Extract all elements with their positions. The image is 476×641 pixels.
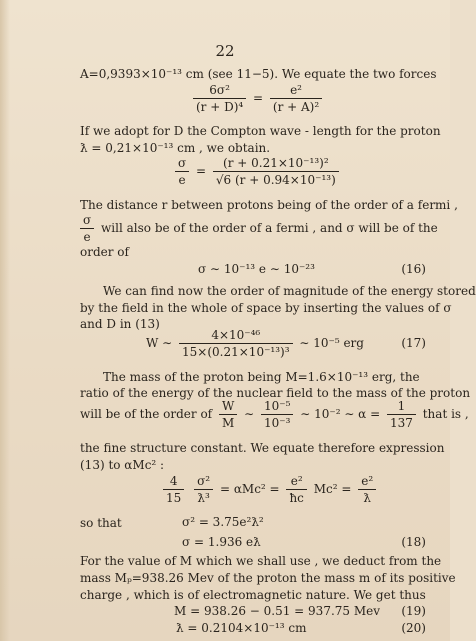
text-line-7: We can find now the order of magnitude of the energy stored: [103, 284, 476, 298]
page-number: 22: [215, 42, 235, 60]
text-line-13: the fine structure constant. We equate therefore expression: [80, 441, 445, 455]
text-line-11: ratio of the energy of the nuclear field to the mass of the proton: [80, 386, 471, 400]
text-line-10: The mass of the proton being M=1.6×10⁻¹³ erg, the: [103, 370, 420, 384]
equation-number-16: (16): [401, 262, 426, 276]
equation-20: ƛ = 0.2104×10⁻¹³ cm: [176, 621, 307, 635]
equation-17: W ∼ $\frac{\text{4×10⁻⁴⁶}}{\text{15×(0.21×10⁻¹³)³}}$ ∼ 10⁻⁵ erg: [146, 328, 364, 359]
equation-sigma-squared: σ² = 3.75e²ƛ²: [182, 515, 264, 529]
text-line-18: charge , which is of electromagnetic nature. We get thus: [80, 588, 426, 602]
equation-19: M = 938.26 − 0.51 = 937.75 Mev: [174, 604, 381, 618]
text-line-6: order of: [80, 245, 129, 259]
text-line-4: The distance r between protons being of the order of a fermi ,: [80, 198, 458, 212]
text-line-14: (13) to αMc² :: [80, 458, 165, 472]
text-line-2: If we adopt for D the Compton wave - length for the proton: [80, 124, 441, 138]
text-line-5-wrap: $\frac{\sigma}{e}$ will also be of the order of a fermi , and σ will be of the: [80, 213, 432, 244]
text-line-8: by the field in the whole of space by inserting the values of σ: [80, 301, 452, 315]
text-line-5: will also be of the order of a fermi , and σ will be of the: [101, 221, 438, 235]
text-line-9: and D in (13): [80, 317, 160, 331]
equation-energy-balance: $\frac{4}{15}$ $\frac{\text{σ²}}{\text{ƛ³}}$ = αMc² = $\frac{\text{e²}}{ħc}$ Mc² = $\frac{\text{e²}}{ƛ}$: [160, 474, 379, 505]
equation-number-19: (19): [401, 604, 426, 618]
text-line-16: For the value of M which we shall use , we deduct from the: [80, 554, 442, 568]
equation-16: σ ∼ 10⁻¹³ e ∼ 10⁻²³: [198, 262, 315, 276]
equation-number-20: (20): [401, 621, 426, 635]
text-line-1: A=0,9393×10⁻¹³ cm (see 11−5). We equate the two forces: [80, 67, 437, 81]
text-line-15: so that: [80, 516, 122, 530]
text-line-3: ƛ = 0,21×10⁻¹³ cm , we obtain.: [80, 141, 271, 155]
page-binding-shadow: [0, 0, 10, 641]
equation-18: σ = 1.936 eƛ: [182, 535, 261, 549]
equation-forces: $\frac{\text{6σ²}}{\text{(r + D)⁴}}$ = $\frac{\text{e²}}{\text{(r + A)²}}$: [190, 83, 325, 114]
equation-sigma-over-e: $\frac{\sigma}{e}$ = $\frac{\text{(r + 0.21×10⁻¹³)²}}{\text{√6 (r + 0.94×10⁻¹³)}}$: [172, 156, 342, 187]
text-line-12: will be of the order of $\frac{W}{M}$ ∼ $\frac{\text{10⁻⁵}}{\text{10⁻³}}$ ∼ 10⁻² ∼ α = $\frac{1}{137}$ that is ,: [80, 399, 469, 430]
equation-number-18: (18): [401, 535, 426, 549]
text-line-17: mass Mₚ=938.26 Mev of the proton the mass m of its positive: [80, 571, 456, 585]
equation-number-17: (17): [401, 336, 426, 350]
